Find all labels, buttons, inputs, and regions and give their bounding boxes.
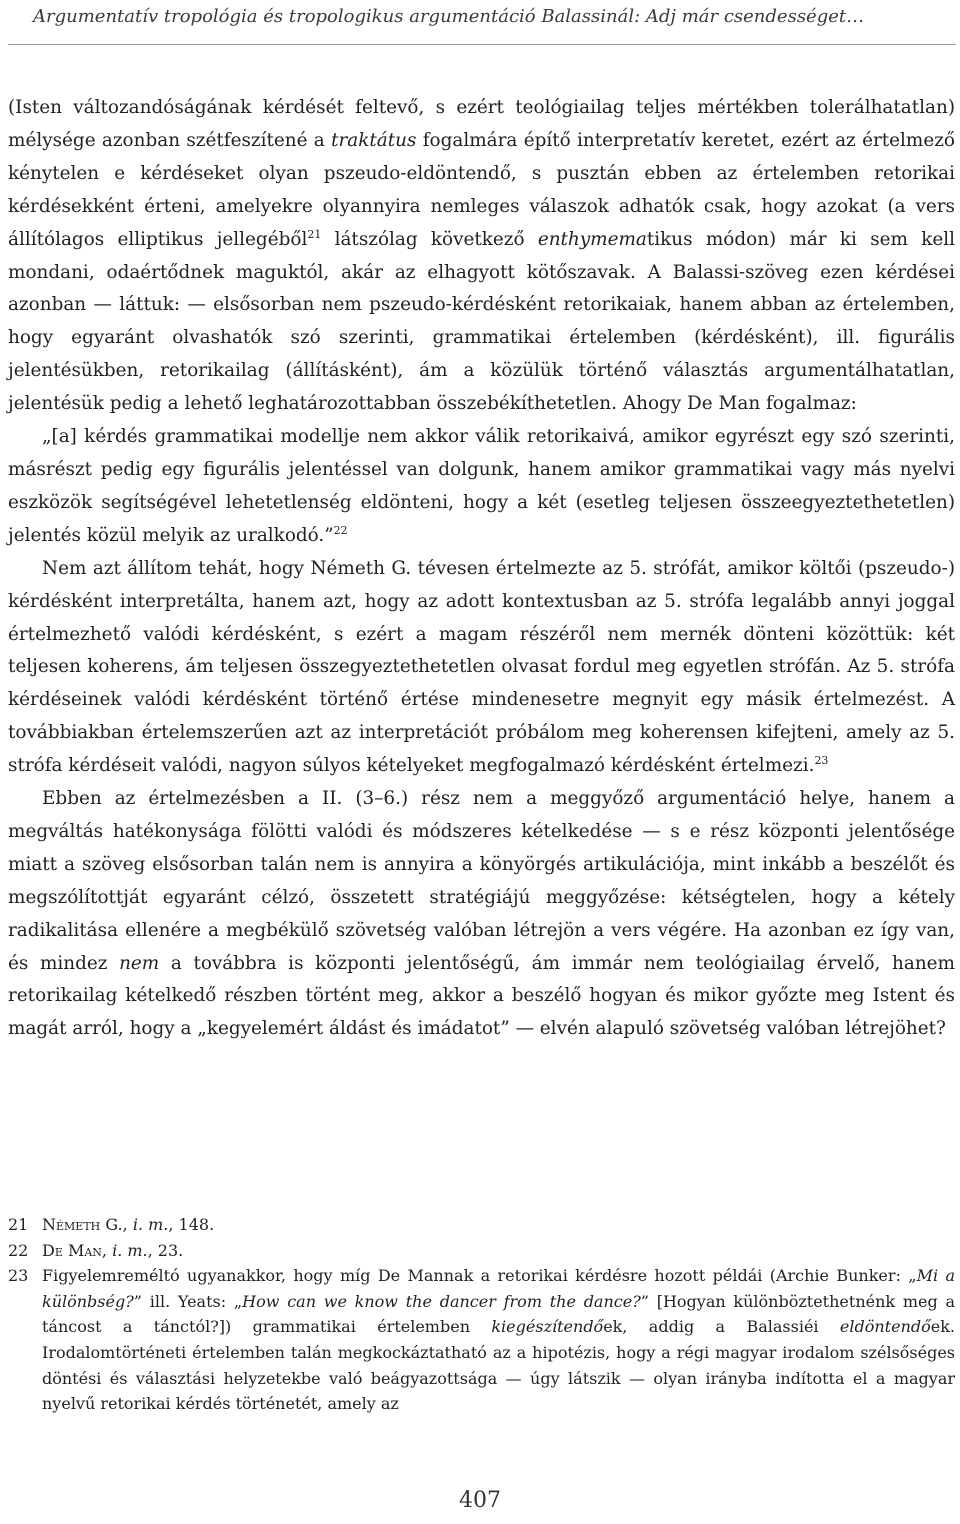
main-text: [8, 92, 955, 1046]
quotation-paragraph: „[a] kérdés grammatikai modellje nem akkor válik retorikaivá, amikor egyrészt egy szó szerinti, másrészt pedig egy figurális jelentéssel van dolgunk, hanem amikor grammatikai vagy más nyelvi eszközök segítségével lehetetlenség eldönteni, hogy a két (esetleg teljesen összeegyeztethetetlen) jelentés közül melyik az uralkodó.”$^{22}$: [8, 426, 955, 546]
emphasis: enthymema: [537, 228, 647, 250]
emphasis: traktátus: [331, 129, 417, 151]
footnote-number: 21: [8, 1215, 29, 1234]
author-name: De Man: [42, 1240, 102, 1260]
footnote-number: 23: [8, 1266, 29, 1286]
footnote-21: 21 Németh G., i. m., 148.: [8, 1212, 955, 1238]
footnote-22: 22 De Man, i. m., 23.: [8, 1238, 955, 1264]
footnote-number: 22: [8, 1240, 29, 1260]
running-head: Argumentatív tropológia és tropologikus argumentáció Balassinál: Adj már csendességet…: [33, 6, 865, 27]
footnotes: [8, 1212, 955, 1417]
footnote-ref-23[interactable]: 23: [814, 754, 829, 767]
page-number: 407: [459, 1488, 501, 1513]
paragraph-1: (Isten változandóságának kérdését feltevő, s ezért teológiailag teljes mértékben tolerálhatatlan) mélysége azonban szétfeszítené a traktátus fogalmára építő interpretatív keretet, ezért az értelmező kénytelen e kérdéseket olyan pszeudo-eldöntendő, s pusztán ebben az értelemben retorikai kérdésekként érteni, amelyekre olyannyira nemleges válaszok adhatók csak, hogy azokat (a vers állítólagos elliptikus jellegéből$^{21}$ látszólag következő enthymematikus módon) már ki sem kell mondani, odaértődnek maguktól, akár az elhagyott kötőszavak. A Balassi-szöveg ezen kérdései azonban — láttuk: — elsősorban nem pszeudo-kérdésként retorikaiak, hanem abban az értelemben, hogy egyaránt olvashatók szó szerinti, grammatikai értelemben (kérdésként), ill. figurális jelentésükben, retorikailag (állításként), ám a közülük történő választás argumentálhatatlan, jelentésük pedig a lehető leghatározottabban összebékíthetetlen. Ahogy De Man fogalmaz:: [8, 97, 955, 415]
emphasis: nem: [119, 952, 160, 974]
author-name: Németh G.: [42, 1215, 123, 1234]
footnote-ref-22[interactable]: 22: [333, 523, 348, 537]
footnote-23: 23 Figyelemreméltó ugyanakkor, hogy míg De Mannak a retorikai kérdésre hozott példái (Archie Bunker: „Mi a különbség?” ill. Yeats: „How can we know the dancer from the dance?” [Hogyan különböztethetnénk meg a táncost a tánctól?]) grammatikai értelemben kiegészítendőek, addig a Balassiéi eldöntendőek. Irodalomtörténeti értelemben talán megkockáztatható az a hipotézis, hogy a régi magyar irodalom szélsőséges döntési és választási helyzetekbe való beágyazottsága — úgy látszik — olyan irányba indította el a magyar nyelvű retorikai kérdés történetét, amely az: [8, 1263, 955, 1417]
paragraph-4: Ebben az értelmezésben a II. (3–6.) rész nem a meggyőző argumentáció helye, hanem a megváltás hatékonysága fölötti valódi és módszeres kételkedése — s e rész központi jelentősége miatt a szöveg elsősorban talán nem is annyira a könyörgés artikulációja, mint inkább a beszélőt és megszólítottját egyaránt célzó, összetett stratégiájú meggyőzése: kétségtelen, hogy a kétely radikalitása ellenére a megbékülő szövetség valóban létrejön a vers végére. Ha azonban ez így van, és mindez nem a továbbra is központi jelentőségű, ám immár nem teológiailag érvelő, hanem retorikailag kételkedő részben történt meg, akkor a beszélő hogyan és mikor győzte meg Istent és magát arról, hogy a „kegyelemért áldást és imádatot” — elvén alapuló szövetség valóban létrejöhet?: [8, 788, 955, 1040]
header-rule: [8, 44, 956, 45]
footnote-ref-21[interactable]: 21: [307, 227, 322, 241]
paragraph-3: Nem azt állítom tehát, hogy Németh G. tévesen értelmezte az 5. strófát, amikor költői (pszeudo-) kérdésként interpretálta, hanem azt, hogy az adott kontextusban az 5. strófa legalább annyi joggal értelmezhető valódi kérdésként, s ezért a magam részéről nem mernék dönteni közöttük: két teljesen koherens, ám teljesen összegyeztethetetlen olvasat fordul meg egyetlen strófán. Az 5. strófa kérdéseinek valódi kérdésként történő értése mindenesetre megnyit egy másik értelmezést. A továbbiakban értelemszerűen azt az interpretációt próbálom meg koherensen kifejteni, amely az 5. strófa kérdéseit valódi, nagyon súlyos kételyeket megfogalmazó kérdésként értelmezi.$^{23}$: [8, 557, 955, 777]
